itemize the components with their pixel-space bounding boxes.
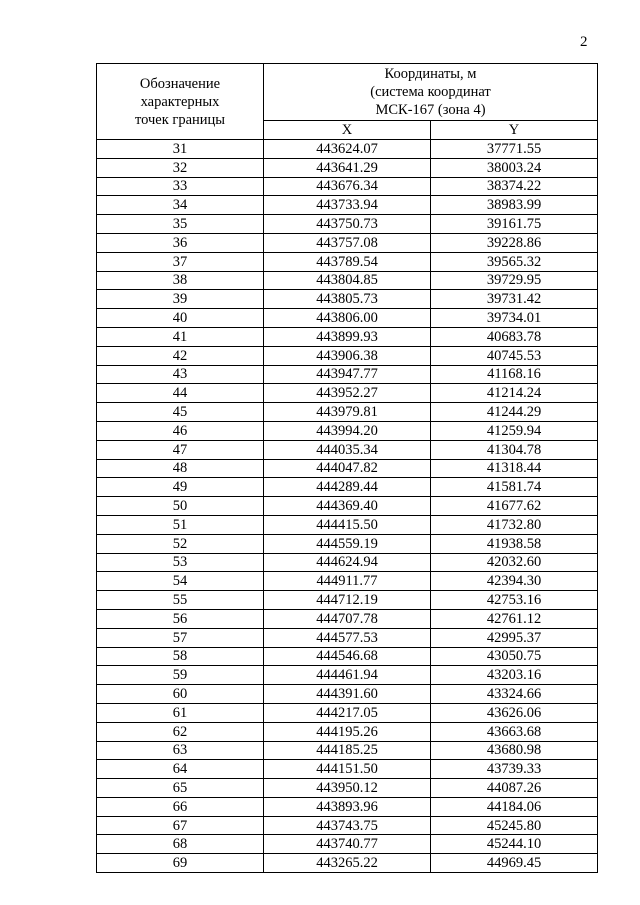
point-number-cell: 63 bbox=[97, 741, 264, 760]
x-coordinate-cell: 444185.25 bbox=[264, 741, 431, 760]
table-body bbox=[97, 140, 598, 873]
table-row bbox=[97, 233, 598, 252]
point-number-cell: 65 bbox=[97, 779, 264, 798]
x-column-header: X bbox=[264, 121, 431, 140]
table-row bbox=[97, 327, 598, 346]
x-coordinate-cell: 444911.77 bbox=[264, 572, 431, 591]
y-coordinate-cell: 37771.55 bbox=[431, 140, 598, 159]
table-header-row bbox=[97, 64, 598, 121]
x-coordinate-cell: 443740.77 bbox=[264, 835, 431, 854]
x-coordinate-cell: 444391.60 bbox=[264, 685, 431, 704]
y-coordinate-cell: 44184.06 bbox=[431, 797, 598, 816]
y-coordinate-cell: 39161.75 bbox=[431, 215, 598, 234]
y-coordinate-cell: 40745.53 bbox=[431, 346, 598, 365]
x-coordinate-cell: 444624.94 bbox=[264, 553, 431, 572]
y-coordinate-cell: 43663.68 bbox=[431, 722, 598, 741]
y-coordinate-cell: 42032.60 bbox=[431, 553, 598, 572]
point-designation-header bbox=[97, 64, 264, 140]
point-number-cell: 55 bbox=[97, 591, 264, 610]
y-coordinate-cell: 39734.01 bbox=[431, 309, 598, 328]
x-coordinate-cell: 443750.73 bbox=[264, 215, 431, 234]
table-row bbox=[97, 797, 598, 816]
point-number-cell: 31 bbox=[97, 140, 264, 159]
coordinates-header bbox=[264, 64, 598, 121]
table-row bbox=[97, 572, 598, 591]
point-number-cell: 48 bbox=[97, 459, 264, 478]
x-coordinate-cell: 444151.50 bbox=[264, 760, 431, 779]
point-number-cell: 50 bbox=[97, 497, 264, 516]
table-row bbox=[97, 459, 598, 478]
y-coordinate-cell: 42394.30 bbox=[431, 572, 598, 591]
table-row bbox=[97, 252, 598, 271]
point-designation-header-label: Обозначение характерных точек границы bbox=[134, 75, 226, 128]
point-number-cell: 61 bbox=[97, 703, 264, 722]
table-row bbox=[97, 685, 598, 704]
x-coordinate-cell: 443952.27 bbox=[264, 384, 431, 403]
table-row bbox=[97, 779, 598, 798]
table-row bbox=[97, 440, 598, 459]
x-coordinate-cell: 443804.85 bbox=[264, 271, 431, 290]
table-row bbox=[97, 421, 598, 440]
table-row bbox=[97, 628, 598, 647]
point-number-cell: 40 bbox=[97, 309, 264, 328]
point-number-cell: 39 bbox=[97, 290, 264, 309]
x-coordinate-cell: 443743.75 bbox=[264, 816, 431, 835]
point-number-cell: 32 bbox=[97, 158, 264, 177]
table-row bbox=[97, 478, 598, 497]
x-coordinate-cell: 443789.54 bbox=[264, 252, 431, 271]
y-coordinate-cell: 42753.16 bbox=[431, 591, 598, 610]
table-row bbox=[97, 534, 598, 553]
table-row bbox=[97, 553, 598, 572]
y-coordinate-cell: 45244.10 bbox=[431, 835, 598, 854]
point-number-cell: 53 bbox=[97, 553, 264, 572]
table-row bbox=[97, 591, 598, 610]
table-row bbox=[97, 647, 598, 666]
y-coordinate-cell: 41168.16 bbox=[431, 365, 598, 384]
coordinates-header-label: Координаты, м (система координат МСК-167 (зона 4) bbox=[370, 66, 491, 118]
point-number-cell: 42 bbox=[97, 346, 264, 365]
y-coordinate-cell: 40683.78 bbox=[431, 327, 598, 346]
x-coordinate-cell: 444546.68 bbox=[264, 647, 431, 666]
y-coordinate-cell: 41938.58 bbox=[431, 534, 598, 553]
coordinates-table bbox=[96, 63, 598, 873]
y-coordinate-cell: 41581.74 bbox=[431, 478, 598, 497]
point-number-cell: 47 bbox=[97, 440, 264, 459]
x-coordinate-cell: 444047.82 bbox=[264, 459, 431, 478]
point-number-cell: 35 bbox=[97, 215, 264, 234]
table-row bbox=[97, 158, 598, 177]
x-coordinate-cell: 443624.07 bbox=[264, 140, 431, 159]
y-coordinate-cell: 44969.45 bbox=[431, 854, 598, 873]
x-coordinate-cell: 443733.94 bbox=[264, 196, 431, 215]
y-coordinate-cell: 39729.95 bbox=[431, 271, 598, 290]
x-coordinate-cell: 443906.38 bbox=[264, 346, 431, 365]
table-row bbox=[97, 177, 598, 196]
y-coordinate-cell: 42761.12 bbox=[431, 609, 598, 628]
y-coordinate-cell: 41244.29 bbox=[431, 403, 598, 422]
point-number-cell: 69 bbox=[97, 854, 264, 873]
x-coordinate-cell: 443676.34 bbox=[264, 177, 431, 196]
point-number-cell: 52 bbox=[97, 534, 264, 553]
y-coordinate-cell: 42995.37 bbox=[431, 628, 598, 647]
page-number: 2 bbox=[580, 34, 588, 50]
point-number-cell: 44 bbox=[97, 384, 264, 403]
y-coordinate-cell: 43680.98 bbox=[431, 741, 598, 760]
y-coordinate-cell: 41732.80 bbox=[431, 515, 598, 534]
table-row bbox=[97, 609, 598, 628]
point-number-cell: 56 bbox=[97, 609, 264, 628]
table-row bbox=[97, 346, 598, 365]
point-number-cell: 60 bbox=[97, 685, 264, 704]
y-coordinate-cell: 45245.80 bbox=[431, 816, 598, 835]
y-coordinate-cell: 38374.22 bbox=[431, 177, 598, 196]
point-number-cell: 51 bbox=[97, 515, 264, 534]
y-coordinate-cell: 43324.66 bbox=[431, 685, 598, 704]
x-coordinate-cell: 443979.81 bbox=[264, 403, 431, 422]
y-coordinate-cell: 41259.94 bbox=[431, 421, 598, 440]
y-coordinate-cell: 43626.06 bbox=[431, 703, 598, 722]
x-coordinate-cell: 443950.12 bbox=[264, 779, 431, 798]
y-coordinate-cell: 43050.75 bbox=[431, 647, 598, 666]
x-coordinate-cell: 444461.94 bbox=[264, 666, 431, 685]
y-coordinate-cell: 41214.24 bbox=[431, 384, 598, 403]
x-coordinate-cell: 443641.29 bbox=[264, 158, 431, 177]
x-coordinate-cell: 443805.73 bbox=[264, 290, 431, 309]
y-coordinate-cell: 39565.32 bbox=[431, 252, 598, 271]
point-number-cell: 37 bbox=[97, 252, 264, 271]
table-row bbox=[97, 760, 598, 779]
point-number-cell: 43 bbox=[97, 365, 264, 384]
x-coordinate-cell: 444195.26 bbox=[264, 722, 431, 741]
x-coordinate-cell: 444289.44 bbox=[264, 478, 431, 497]
table-row bbox=[97, 196, 598, 215]
x-coordinate-cell: 444415.50 bbox=[264, 515, 431, 534]
table-row bbox=[97, 515, 598, 534]
table-row bbox=[97, 403, 598, 422]
x-coordinate-cell: 444559.19 bbox=[264, 534, 431, 553]
x-coordinate-cell: 444217.05 bbox=[264, 703, 431, 722]
y-coordinate-cell: 43203.16 bbox=[431, 666, 598, 685]
table-row bbox=[97, 215, 598, 234]
point-number-cell: 64 bbox=[97, 760, 264, 779]
y-coordinate-cell: 43739.33 bbox=[431, 760, 598, 779]
point-number-cell: 36 bbox=[97, 233, 264, 252]
point-number-cell: 66 bbox=[97, 797, 264, 816]
point-number-cell: 57 bbox=[97, 628, 264, 647]
y-coordinate-cell: 39228.86 bbox=[431, 233, 598, 252]
x-coordinate-cell: 444577.53 bbox=[264, 628, 431, 647]
x-coordinate-cell: 444035.34 bbox=[264, 440, 431, 459]
y-coordinate-cell: 41318.44 bbox=[431, 459, 598, 478]
point-number-cell: 46 bbox=[97, 421, 264, 440]
table-row bbox=[97, 854, 598, 873]
x-coordinate-cell: 443265.22 bbox=[264, 854, 431, 873]
table-row bbox=[97, 703, 598, 722]
y-coordinate-cell: 41677.62 bbox=[431, 497, 598, 516]
table-row bbox=[97, 365, 598, 384]
point-number-cell: 49 bbox=[97, 478, 264, 497]
x-coordinate-cell: 444712.19 bbox=[264, 591, 431, 610]
table-row bbox=[97, 741, 598, 760]
x-coordinate-cell: 443757.08 bbox=[264, 233, 431, 252]
point-number-cell: 34 bbox=[97, 196, 264, 215]
point-number-cell: 54 bbox=[97, 572, 264, 591]
table-row bbox=[97, 140, 598, 159]
point-number-cell: 62 bbox=[97, 722, 264, 741]
y-coordinate-cell: 44087.26 bbox=[431, 779, 598, 798]
x-coordinate-cell: 443994.20 bbox=[264, 421, 431, 440]
table-row bbox=[97, 384, 598, 403]
point-number-cell: 58 bbox=[97, 647, 264, 666]
table-row bbox=[97, 309, 598, 328]
point-number-cell: 33 bbox=[97, 177, 264, 196]
x-coordinate-cell: 443899.93 bbox=[264, 327, 431, 346]
x-coordinate-cell: 444707.78 bbox=[264, 609, 431, 628]
point-number-cell: 68 bbox=[97, 835, 264, 854]
point-number-cell: 67 bbox=[97, 816, 264, 835]
table-row bbox=[97, 497, 598, 516]
x-coordinate-cell: 443947.77 bbox=[264, 365, 431, 384]
point-number-cell: 45 bbox=[97, 403, 264, 422]
y-coordinate-cell: 39731.42 bbox=[431, 290, 598, 309]
table-row bbox=[97, 666, 598, 685]
point-number-cell: 59 bbox=[97, 666, 264, 685]
x-coordinate-cell: 444369.40 bbox=[264, 497, 431, 516]
point-number-cell: 41 bbox=[97, 327, 264, 346]
table-row bbox=[97, 722, 598, 741]
y-coordinate-cell: 38003.24 bbox=[431, 158, 598, 177]
y-coordinate-cell: 41304.78 bbox=[431, 440, 598, 459]
point-number-cell: 38 bbox=[97, 271, 264, 290]
x-coordinate-cell: 443893.96 bbox=[264, 797, 431, 816]
x-coordinate-cell: 443806.00 bbox=[264, 309, 431, 328]
table-row bbox=[97, 271, 598, 290]
table-row bbox=[97, 816, 598, 835]
table-row bbox=[97, 835, 598, 854]
y-coordinate-cell: 38983.99 bbox=[431, 196, 598, 215]
y-column-header: Y bbox=[431, 121, 598, 140]
table-row bbox=[97, 290, 598, 309]
